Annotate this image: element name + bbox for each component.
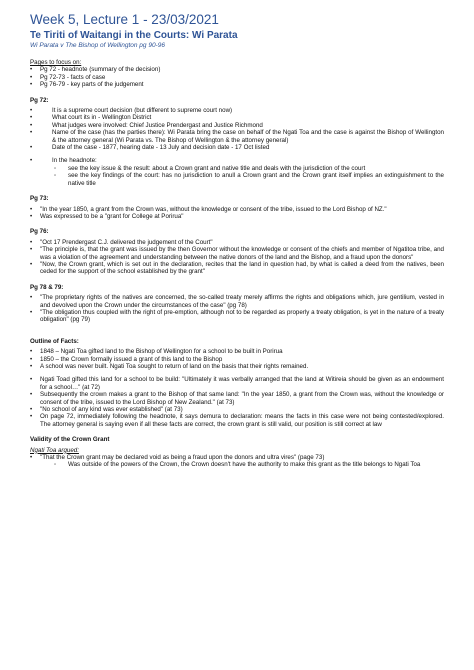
list-item: • What judges were involved: Chief Justice Prendergast and Justice Richmond [30, 122, 444, 129]
list-item: • "The principle is, that the grant was issued by the then Governor without the knowledge or consent of the chiefs and member of Ngatitoa tribe, and was a violation of the agreement and understanding between the native donors of the land and the Bishop, and a fraud upon the donors" [30, 246, 444, 261]
list-item: • On page 72, immediately following the headnote, it says demura to declaration: means the facts in this case were not being contested/explored. The attorney general is saying even if all these facts are correct, the crown grant is still valid, our position is still correct at law [30, 413, 444, 428]
list-item: • "The obligation thus coupled with the right of pre-emption, although not to be regarded as properly a treaty obligation, is yet in the nature of a treaty obligation" (pg 79) [30, 309, 444, 324]
list-item: • Pg 72 - headnote (summary of the decision) [30, 66, 444, 73]
case-citation: Wi Parata v The Bishop of Wellington pg 90-96 [30, 42, 165, 49]
validity-heading: Validity of the Crown Grant [30, 436, 110, 444]
list-item: • "The proprietary rights of the natives are concerned, the so-called treaty merely affirms the rights and obligations which, jure gentilium, vested in and devolved upon the Crown under the circumstances of the case" (pg 78) [30, 294, 444, 309]
pages-to-focus-heading: Pages to focus on: [30, 59, 82, 66]
outline-heading: Outline of Facts: [30, 337, 79, 345]
list-item: • "That the Crown grant may be declared void as being a fraud upon the donors and ultra vires" (page 73) [30, 454, 444, 461]
list-item: • Pg 76-79 - key parts of the judgement [30, 81, 444, 88]
outline-section [30, 338, 444, 428]
list-item: • 1848 – Ngati Toa gifted land to the Bishop of Wellington for a school to be built in Porirua [30, 348, 444, 355]
list-item: • "No school of any kind was ever established" (at 73) [30, 406, 444, 413]
pg78-79-section [30, 284, 444, 324]
list-item: • "In the year 1850, a grant from the Crown was, without the knowledge or consent of the tribe, issued to the Lord Bishop of NZ." [30, 206, 444, 213]
pg78-79-heading: Pg 78 & 79: [30, 283, 64, 291]
list-item: • "Oct 17 Prendergast C.J. delivered the judgement of the Court" [30, 239, 444, 246]
list-item: • Name of the case (has the parties there): Wi Parata bring the case on behalf of the Ngati Toa and the case is against the Bishop of Wellington & the attorney general (Wi Parata vs. The Bishop of Wellington & the attorney general) [30, 129, 444, 144]
list-item: ◦ see the key issue & the result: about a Crown grant and native title and deals with the jurisdiction of the court [30, 165, 444, 172]
list-item: ◦ Was outside of the powers of the Crown, the Crown doesn't have the authority to make this grant as the title belongs to Ngati Toa [30, 461, 444, 468]
validity-section [30, 436, 444, 469]
document-subtitle: Te Tiriti of Waitangi in the Courts: Wi Parata [30, 30, 238, 41]
pg73-section [30, 195, 444, 220]
list-item: • It is a supreme court decision (but different to supreme court now) [30, 107, 444, 114]
list-item: • What court its in - Wellington District [30, 114, 444, 121]
list-item: • Pg 72-73 - facts of case [30, 74, 444, 81]
pg72-section [30, 97, 444, 187]
list-item: • Subsequently the crown makes a grant to the Bishop of that same land: "In the year 1850, a grant from the Crown was, without the knowledge or consent of the tribe, issued to the Lord Bishop of New Zealand." (at 73) [30, 391, 444, 406]
pg76-section [30, 228, 444, 275]
list-item: • 1850 – the Crown formally issued a grant of this land to the Bishop [30, 356, 444, 363]
headnote-label: • In the headnote: [30, 157, 444, 164]
pg72-heading: Pg 72: [30, 96, 49, 104]
list-item: • "Now, the Crown grant, which is set out in the declaration, recites that the land in question had, by what is called a deed from the natives, been ceded for the support of the school established by the grant" [30, 261, 444, 276]
list-item: • Date of the case - 1877, hearing date - 13 July and decision date - 17 Oct listed [30, 144, 444, 151]
page-title: Week 5, Lecture 1 - 23/03/2021 [30, 12, 219, 27]
list-item: • Was expressed to be a "grant for College at Porirua" [30, 213, 444, 220]
pg76-heading: Pg 76: [30, 228, 49, 236]
list-item: • A school was never built. Ngati Toa sought to return of land on the basis that their rights remained. [30, 363, 444, 370]
list-item: • Ngati Toad gifted this land for a school to be build: "Ultimately it was verbally arranged that the land at Witireia should be given as an endowment for a school…" (at 72) [30, 376, 444, 391]
pages-to-focus-section [30, 59, 444, 89]
validity-subheading: Ngati Toa argued: [30, 446, 79, 454]
pg73-heading: Pg 73: [30, 195, 49, 203]
list-item: ◦ see the key findings of the court: has no jurisdiction to anull a Crown grant and the Crown grant itself implies an extinguishment to the native title [30, 172, 444, 187]
